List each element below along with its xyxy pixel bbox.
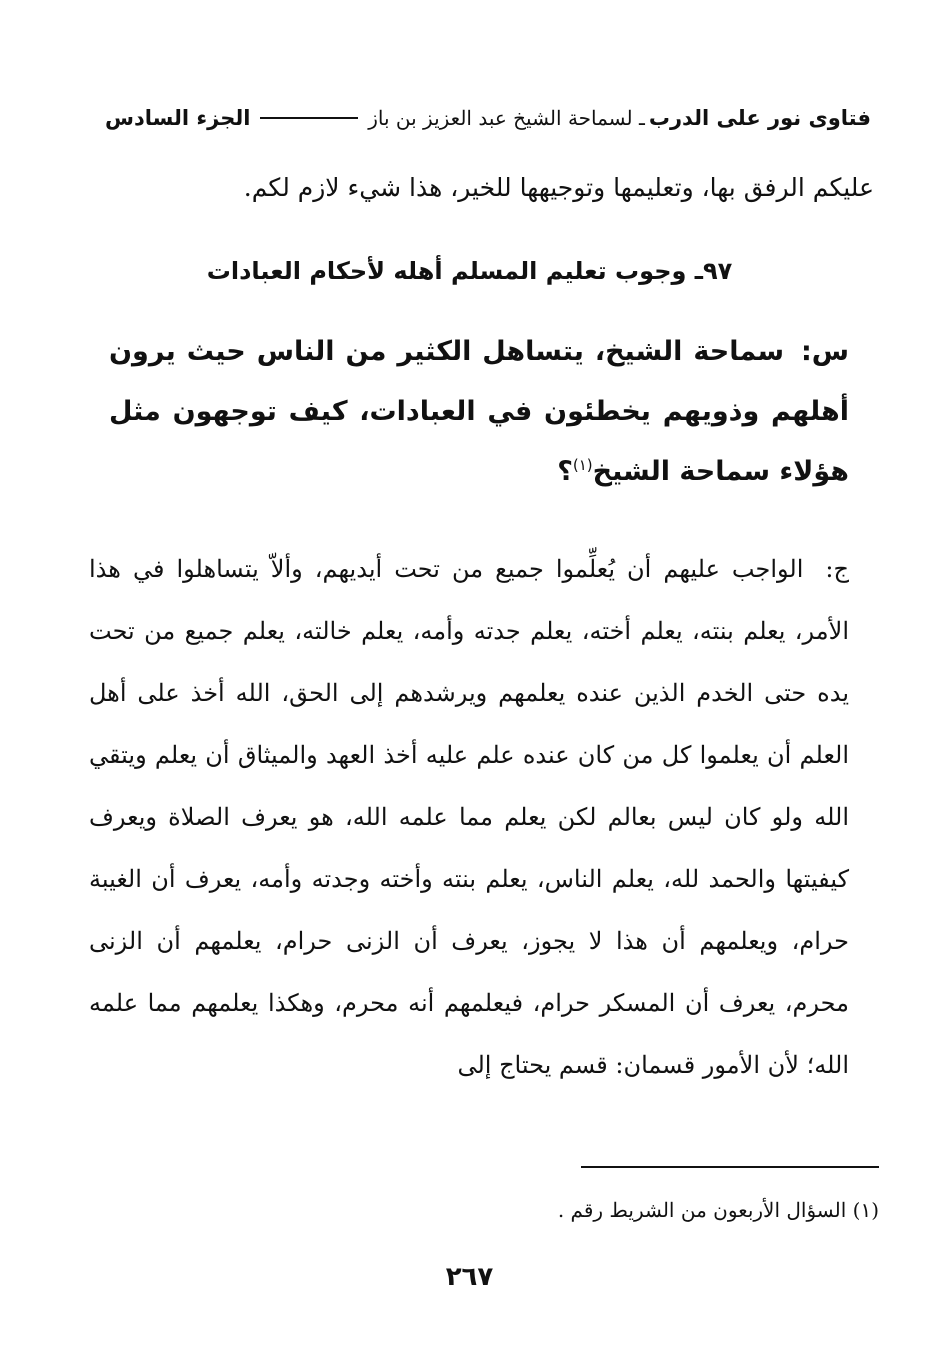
header-book-title: فتاوى نور على الدرب bbox=[648, 106, 871, 130]
question-end-mark: ؟ bbox=[557, 456, 573, 487]
question-paragraph bbox=[109, 322, 849, 502]
footnote: (١) السؤال الأربعون من الشريط رقم . bbox=[557, 1198, 879, 1222]
question-label: س: bbox=[800, 336, 850, 367]
header-rule bbox=[260, 117, 358, 119]
header-author: ـ لسماحة الشيخ عبد العزيز بن باز bbox=[368, 106, 645, 130]
intro-paragraph: عليكم الرفق بها، وتعليمها وتوجيهها للخير، هذا شيء لازم لكم. bbox=[243, 173, 874, 202]
answer-text: الواجب عليهم أن يُعلِّموا جميع من تحت أيديهم، وألاّ يتساهلوا في هذا الأمر، يعلم بنته، يعلم أخته، يعلم جدته وأمه، يعلم خالته، يعلم جميع من تحت يده حتى الخدم الذين عنده يعلمهم ويرشدهم إلى الحق، الله أخذ على أهل العلم أن يعلموا كل من كان عنده علم عليه أخذ العهد والميثاق أن يعلم ويتقي الله ولو كان ليس بعالم لكن يعلم مما علمه الله، هو يعرف الصلاة ويعرف كيفيتها والحمد لله، يعلم الناس، يعلم بنته وأخته وجدته وأمه، يعرف أن الغيبة حرام، ويعلمهم أن هذا لا يجوز، يعرف أن الزنى حرام، يعلمهم أن الزنى محرم، يعرف أن المسكر حرام، فيعلمهم أنه محرم، وهكذا يعلمهم مما علمه الله؛ لأن الأمور قسمان: قسم يحتاج إلى bbox=[89, 555, 849, 1079]
running-header bbox=[105, 98, 871, 138]
footnote-divider bbox=[581, 1166, 879, 1168]
question-text: سماحة الشيخ، يتساهل الكثير من الناس حيث يرون أهلهم وذويهم يخطئون في العبادات، كيف توجهون مثل هؤلاء سماحة الشيخ bbox=[109, 336, 849, 487]
footnote-reference: (١) bbox=[572, 456, 593, 474]
answer-paragraph bbox=[89, 538, 849, 1096]
answer-label: ج: bbox=[825, 555, 849, 583]
page-number: ٢٦٧ bbox=[445, 1262, 494, 1292]
header-part: الجزء السادس bbox=[105, 106, 251, 130]
section-title: ٩٧ـ وجوب تعليم المسلم أهله لأحكام العبادات bbox=[206, 257, 733, 285]
